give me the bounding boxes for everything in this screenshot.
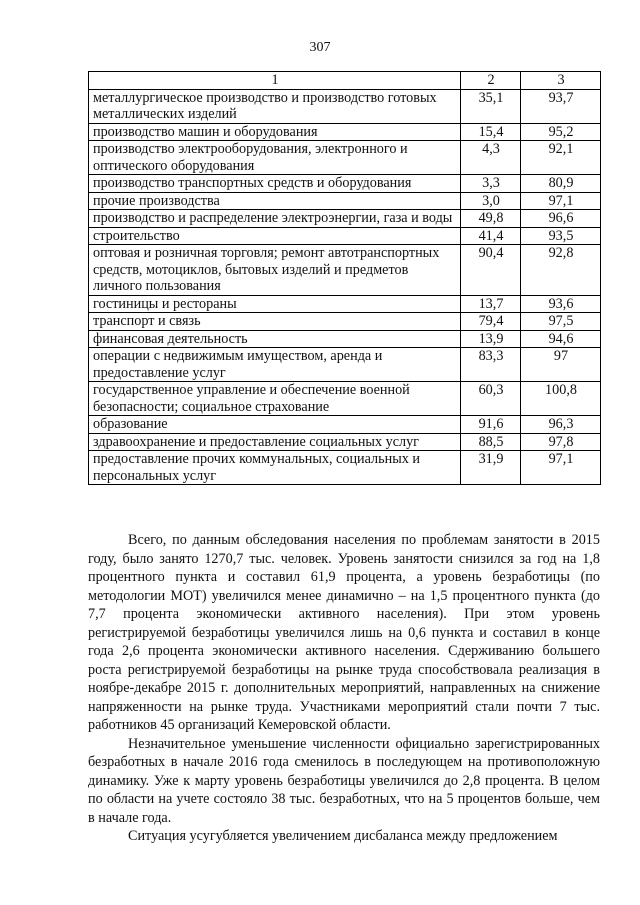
value-cell-col2: 4,3 <box>461 141 521 175</box>
value-cell-col3: 97,5 <box>521 313 601 331</box>
value-cell-col3: 93,5 <box>521 227 601 245</box>
value-cell-col3: 97,1 <box>521 192 601 210</box>
value-cell-col3: 96,3 <box>521 416 601 434</box>
column-header: 3 <box>521 72 601 90</box>
industry-cell: металлургическое производство и производство готовых металлических изделий <box>89 89 461 123</box>
value-cell-col2: 88,5 <box>461 433 521 451</box>
value-cell-col2: 60,3 <box>461 382 521 416</box>
table-row <box>89 123 601 141</box>
table-row <box>89 295 601 313</box>
value-cell-col3: 96,6 <box>521 210 601 228</box>
industry-cell: государственное управление и обеспечение военной безопасности; социальное страхование <box>89 382 461 416</box>
value-cell-col2: 79,4 <box>461 313 521 331</box>
value-cell-col3: 94,6 <box>521 330 601 348</box>
industry-cell: гостиницы и рестораны <box>89 295 461 313</box>
column-header: 2 <box>461 72 521 90</box>
industry-cell: производство транспортных средств и оборудования <box>89 175 461 193</box>
value-cell-col3: 97 <box>521 348 601 382</box>
paragraph: Всего, по данным обследования населения по проблемам занятости в 2015 году, было занято 1270,7 тыс. человек. Уровень занятости снизился за год на 1,8 процентного пункта и составил 61,9 процента, а уровень безработицы (по методологии МОТ) увеличился менее динамично – на 1,5 процентного пункта (до 7,7 процента экономически активного населения). При этом уровень регистрируемой безработицы увеличился лишь на 0,6 пункта и составил в конце года 2,6 процента экономически активного населения. Сдерживанию большего роста регистрируемой безработицы на рынке труда способствовала реализация в ноябре-декабре 2015 г. дополнительных мероприятий, направленных на снижение напряженности на рынке труда. Участниками мероприятий стали почти 7 тыс. работников 45 организаций Кемеровской области. <box>88 532 600 733</box>
value-cell-col3: 92,8 <box>521 245 601 296</box>
table-row <box>89 210 601 228</box>
employment-table <box>88 71 601 485</box>
value-cell-col3: 93,7 <box>521 89 601 123</box>
value-cell-col2: 90,4 <box>461 245 521 296</box>
table-row <box>89 382 601 416</box>
table-row <box>89 141 601 175</box>
value-cell-col2: 31,9 <box>461 451 521 485</box>
value-cell-col3: 95,2 <box>521 123 601 141</box>
industry-cell: производство электрооборудования, электронного и оптического оборудования <box>89 141 461 175</box>
industry-cell: образование <box>89 416 461 434</box>
table-row <box>89 245 601 296</box>
value-cell-col2: 83,3 <box>461 348 521 382</box>
table-header-row <box>89 72 601 90</box>
value-cell-col3: 97,1 <box>521 451 601 485</box>
value-cell-col3: 97,8 <box>521 433 601 451</box>
table-row <box>89 451 601 485</box>
value-cell-col2: 15,4 <box>461 123 521 141</box>
body-text <box>88 531 600 846</box>
table-row <box>89 330 601 348</box>
table-row <box>89 313 601 331</box>
table-row <box>89 175 601 193</box>
value-cell-col3: 80,9 <box>521 175 601 193</box>
industry-cell: финансовая деятельность <box>89 330 461 348</box>
value-cell-col2: 91,6 <box>461 416 521 434</box>
table-row <box>89 416 601 434</box>
table-row <box>89 227 601 245</box>
industry-cell: операции с недвижимым имуществом, аренда и предоставление услуг <box>89 348 461 382</box>
industry-cell: прочие производства <box>89 192 461 210</box>
column-header: 1 <box>89 72 461 90</box>
value-cell-col2: 3,3 <box>461 175 521 193</box>
value-cell-col2: 49,8 <box>461 210 521 228</box>
table-row <box>89 192 601 210</box>
value-cell-col2: 35,1 <box>461 89 521 123</box>
value-cell-col2: 3,0 <box>461 192 521 210</box>
industry-cell: производство и распределение электроэнергии, газа и воды <box>89 210 461 228</box>
industry-cell: предоставление прочих коммунальных, социальных и персональных услуг <box>89 451 461 485</box>
value-cell-col2: 13,7 <box>461 295 521 313</box>
table-row <box>89 433 601 451</box>
table-row <box>89 89 601 123</box>
paragraph: Незначительное уменьшение численности официально зарегистрированных безработных в начале 2016 года сменилось в последующем на противоположную динамику. Уже к марту уровень безработицы увеличился до 2,8 процента. В целом по области на учете состояло 38 тыс. безработных, что на 5 процентов больше, чем в начале года. <box>88 735 600 826</box>
table-row <box>89 348 601 382</box>
value-cell-col2: 13,9 <box>461 330 521 348</box>
value-cell-col3: 100,8 <box>521 382 601 416</box>
value-cell-col2: 41,4 <box>461 227 521 245</box>
industry-cell: транспорт и связь <box>89 313 461 331</box>
industry-cell: здравоохранение и предоставление социальных услуг <box>89 433 461 451</box>
paragraph: Ситуация усугубляется увеличением дисбаланса между предложением <box>128 828 558 844</box>
industry-cell: оптовая и розничная торговля; ремонт автотранспортных средств, мотоциклов, бытовых изделий и предметов личного пользования <box>89 245 461 296</box>
industry-cell: производство машин и оборудования <box>89 123 461 141</box>
page-number: 307 <box>309 40 331 55</box>
value-cell-col3: 92,1 <box>521 141 601 175</box>
industry-cell: строительство <box>89 227 461 245</box>
value-cell-col3: 93,6 <box>521 295 601 313</box>
table-body <box>89 89 601 485</box>
